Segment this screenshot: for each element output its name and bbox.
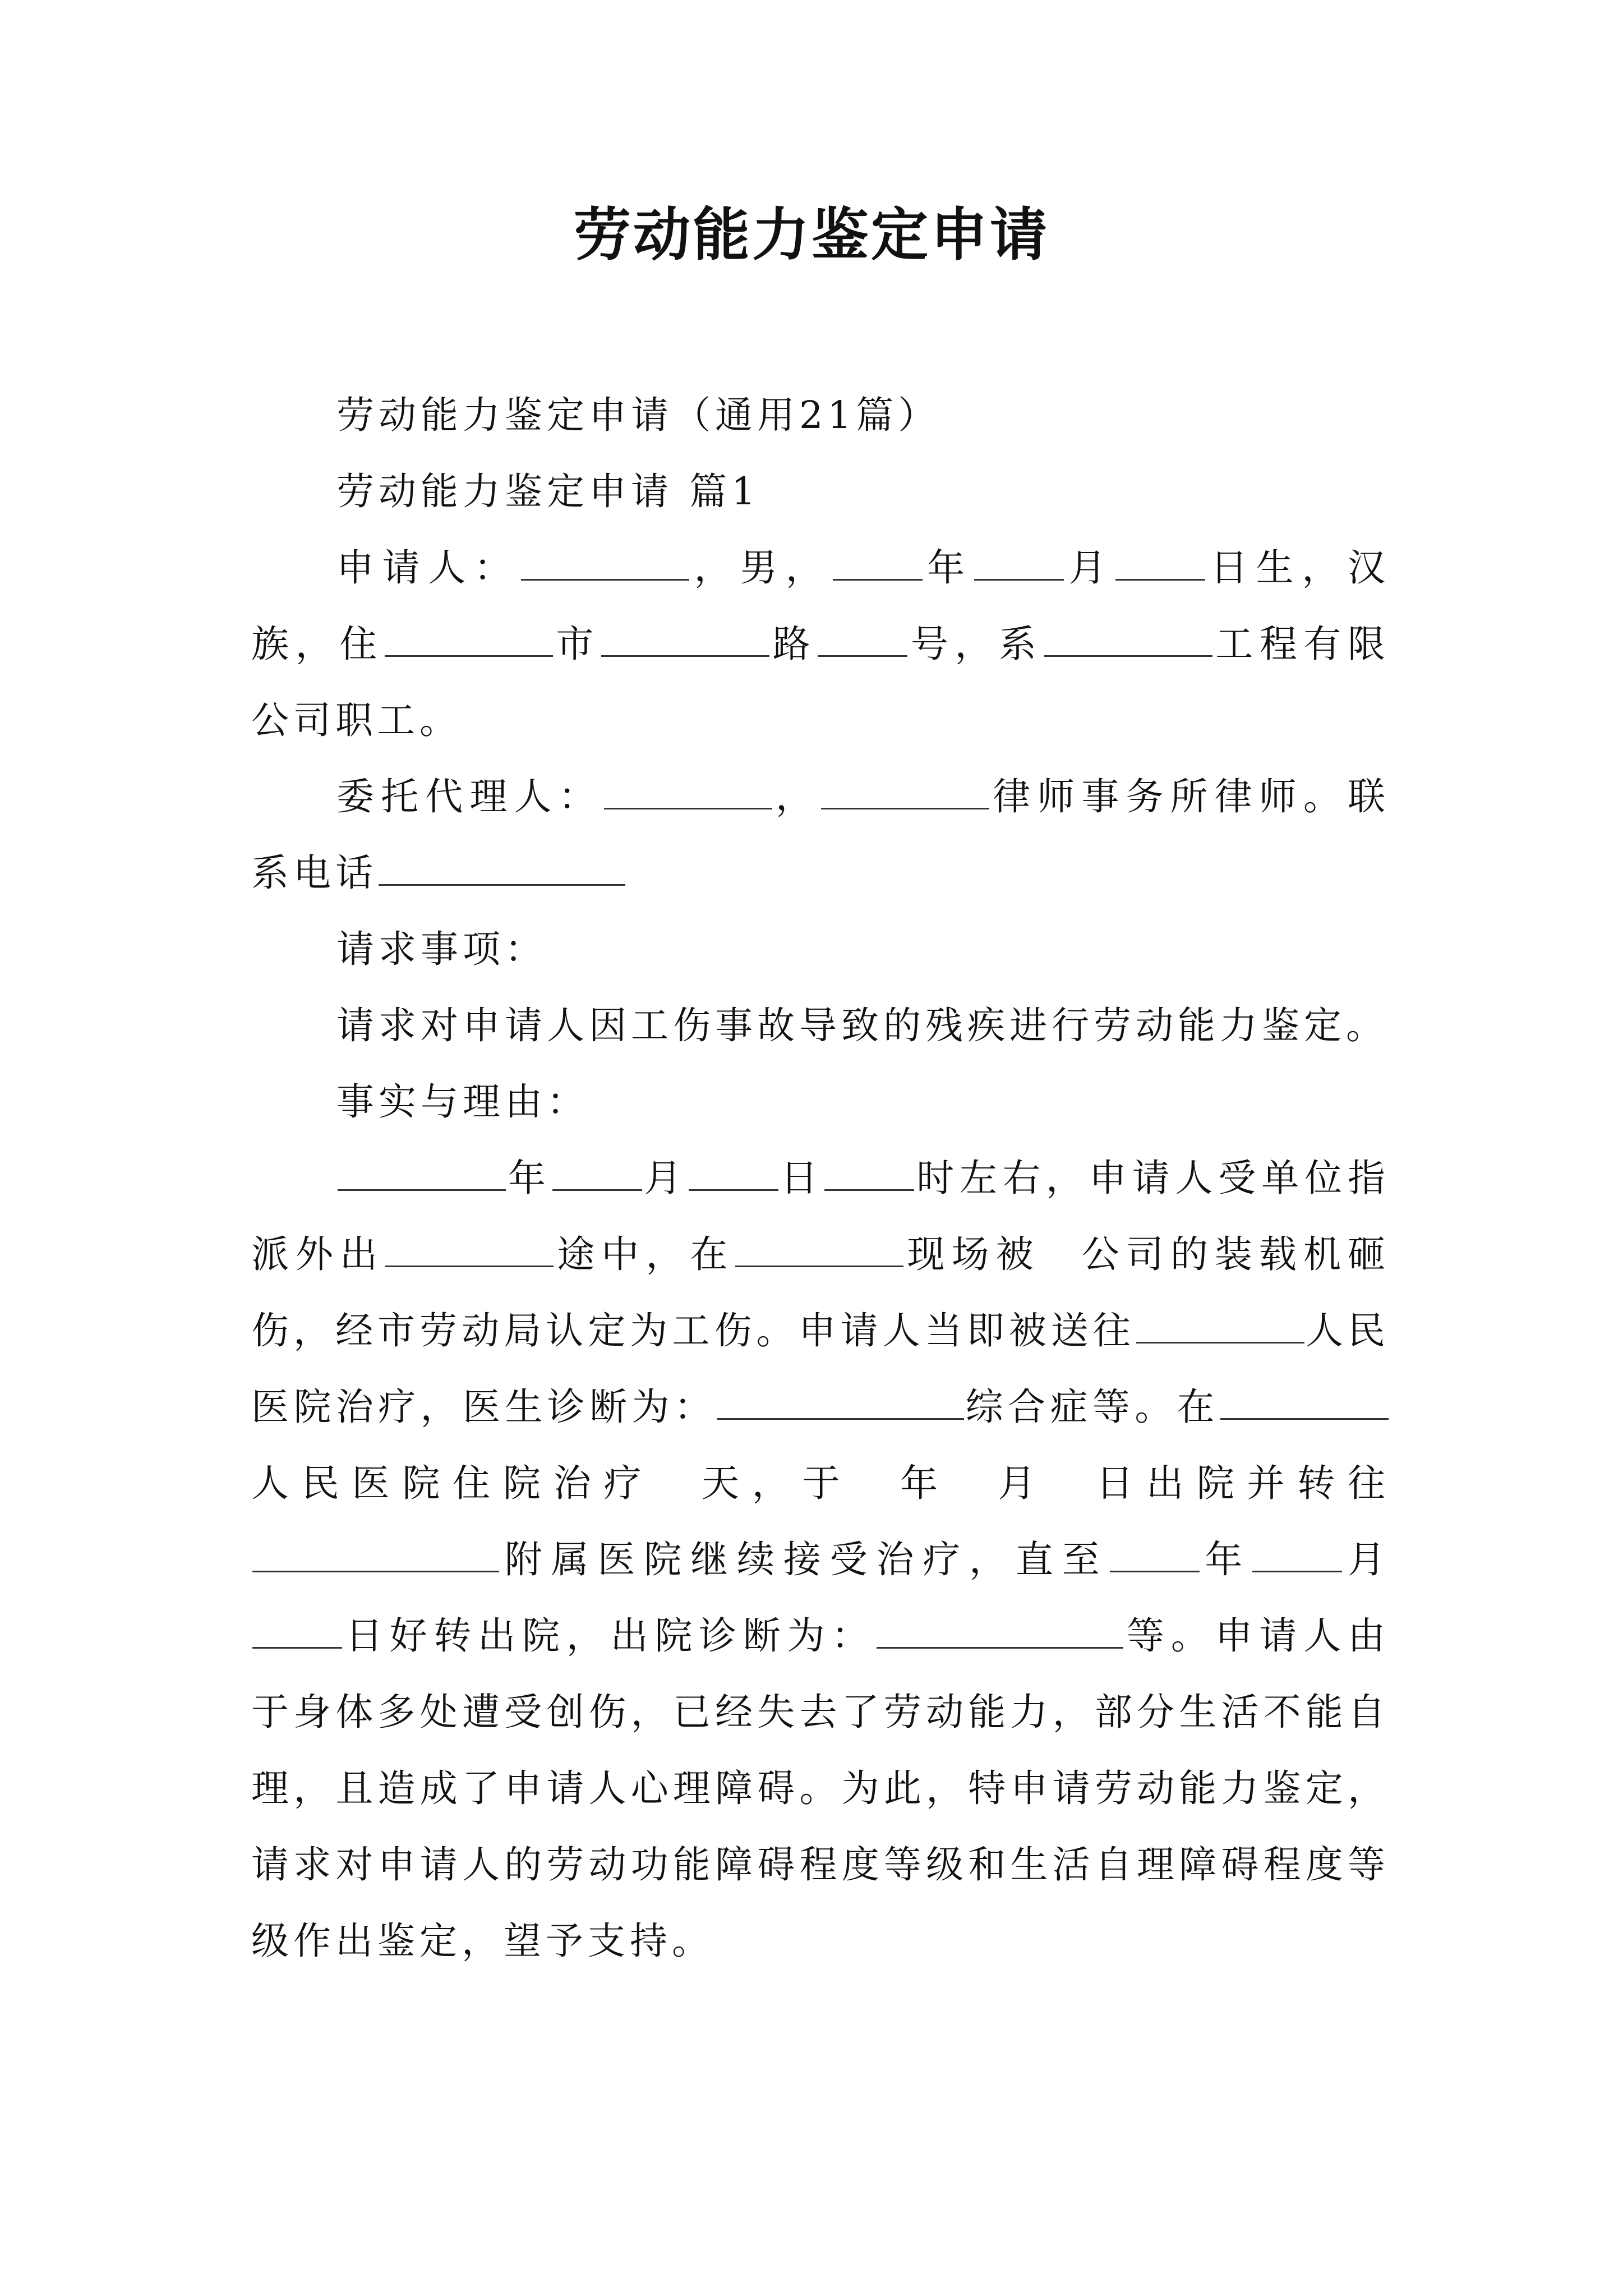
- text-fragment: 年: [923, 546, 973, 590]
- document-body: [251, 377, 1390, 1979]
- text-fragment: 月: [989, 1461, 1049, 1505]
- blank-line: [735, 1233, 903, 1267]
- blank-line: [1252, 1538, 1342, 1572]
- text-fragment: 年: [507, 1156, 551, 1200]
- blank-line: [604, 775, 772, 809]
- blank-line: [1115, 546, 1205, 581]
- paragraph-request: 请求对申请人因工伤事故导致的残疾进行劳动能力鉴定。: [336, 1004, 1388, 1047]
- blank-line: [833, 546, 923, 581]
- blank-line: [521, 546, 689, 581]
- text-fragment: 附属医院继续接受治疗，直至: [500, 1538, 1109, 1581]
- text-fragment: 工程有限公司职工。: [251, 622, 1390, 742]
- blank-line: [1220, 1386, 1389, 1420]
- blank-line: [338, 1157, 506, 1191]
- text-fragment: 律师事务所律师。联系电话: [251, 775, 1390, 895]
- text-fragment: ，: [773, 775, 820, 818]
- text-fragment: 号，系: [909, 622, 1043, 666]
- text-fragment: 日出院并转往: [1087, 1461, 1390, 1505]
- text-fragment: 日: [779, 1156, 824, 1200]
- paragraph-request-heading: 请求事项：: [336, 927, 547, 971]
- text-fragment: 月: [1343, 1538, 1390, 1581]
- blank-line: [1110, 1538, 1200, 1572]
- blank-line: [689, 1157, 778, 1191]
- text-fragment: 月: [643, 1156, 688, 1200]
- text-fragment: 时左右，申请人受单位指派外出: [251, 1156, 1390, 1276]
- blank-line: [974, 546, 1064, 581]
- paragraph-article-heading: 劳动能力鉴定申请 篇1: [336, 470, 760, 513]
- blank-line: [818, 623, 907, 657]
- text-fragment: 路: [771, 622, 817, 666]
- text-fragment: 综合症等。在: [965, 1385, 1220, 1429]
- text-fragment: 现场被: [905, 1232, 1040, 1276]
- document-title: 劳动能力鉴定申请: [574, 202, 1049, 269]
- text-fragment: 月: [1064, 546, 1115, 590]
- paragraph-applicant: [251, 530, 1390, 758]
- text-fragment: 市: [554, 622, 601, 666]
- blank-line: [877, 1614, 1123, 1649]
- blank-line: [824, 1157, 914, 1191]
- text-fragment: 年: [1200, 1538, 1252, 1581]
- blank-line: [385, 623, 553, 657]
- blank-line: [379, 852, 625, 886]
- text-fragment: 公司的装载机砸伤，经市劳动局认定为工伤。申请人当即被送往: [251, 1232, 1390, 1352]
- text-fragment: 人民医院住院治疗: [251, 1461, 654, 1505]
- text-fragment: 天，于: [693, 1461, 853, 1505]
- blank-line: [601, 623, 769, 657]
- paragraph-facts-heading: 事实与理由：: [336, 1080, 589, 1124]
- blank-line: [1136, 1309, 1304, 1343]
- blank-line: [252, 1614, 342, 1649]
- text-fragment: 日生，汉族，住: [251, 546, 1390, 666]
- paragraph-collection-title: 劳动能力鉴定申请（通用21篇）: [336, 393, 940, 437]
- blank-line: [1044, 623, 1212, 657]
- blank-line: [552, 1157, 642, 1191]
- text-fragment: 申请人：: [336, 546, 520, 590]
- text-fragment: 人民医院治疗，医生诊断为：: [251, 1309, 1390, 1429]
- paragraph-agent: [251, 758, 1390, 911]
- text-fragment: 途中，在: [555, 1232, 735, 1276]
- text-fragment: 等。申请人由于身体多处遭受创伤，已经失去了劳动能力，部分生活不能自理，且造成了申请人心理障碍。为此，特申请劳动能力鉴定，请求对申请人的劳动功能障碍程度等级和生活自理障碍程度等级作出鉴定，望予支持。: [251, 1614, 1390, 1963]
- text-fragment: 年: [892, 1461, 951, 1505]
- paragraph-facts: [251, 1140, 1390, 1979]
- blank-line: [717, 1386, 964, 1420]
- blank-line: [821, 775, 989, 809]
- text-fragment: 委托代理人：: [336, 775, 603, 818]
- text-fragment: ，男，: [690, 546, 832, 590]
- blank-line: [252, 1538, 499, 1572]
- text-fragment: 日好转出院，出院诊断为：: [343, 1614, 876, 1658]
- blank-line: [385, 1233, 554, 1267]
